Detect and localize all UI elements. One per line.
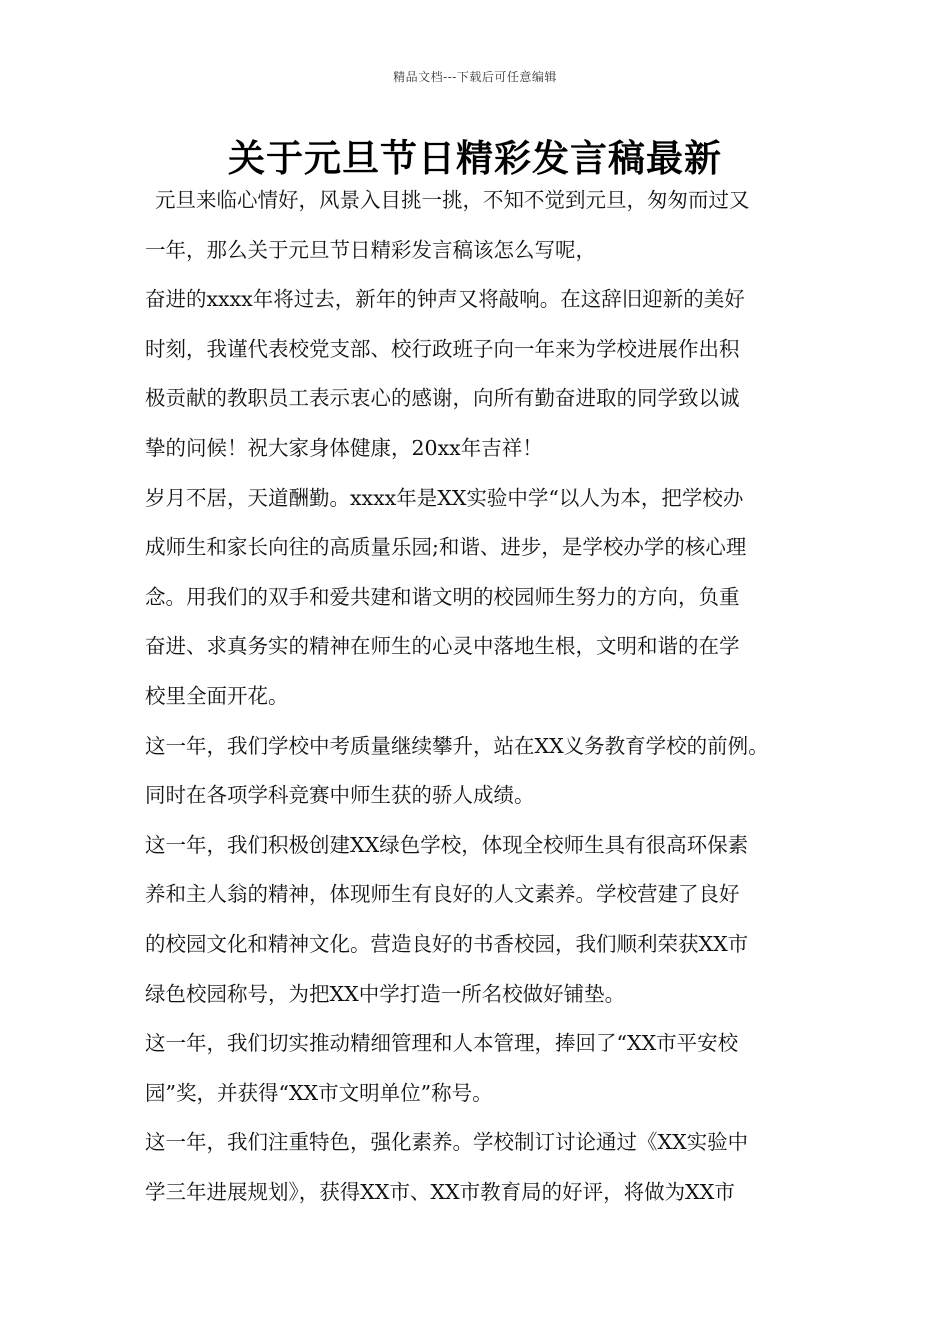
- body-line: 极贡献的教职员工表示衷心的感谢，向所有勤奋进取的同学致以诚: [145, 386, 740, 411]
- body-line: 挚的问候！祝大家身体健康，20xx年吉祥！: [145, 435, 543, 460]
- body-line: 奋进的xxxx年将过去，新年的钟声又将敲响。在这辞旧迎新的美好: [145, 287, 745, 312]
- body-line: 校里全面开花。: [145, 683, 289, 708]
- body-line: 绿色校园称号，为把XX中学打造一所名校做好铺垫。: [145, 981, 626, 1006]
- body-line: 这一年，我们切实推动精细管理和人本管理，捧回了“XX市平安校: [145, 1031, 739, 1056]
- body-line: 念。用我们的双手和爱共建和谐文明的校园师生努力的方向，负重: [145, 584, 740, 609]
- header-note: 精品文档---下载后可任意编辑: [393, 70, 557, 84]
- body-line: 学三年进展规划》，获得XX市、XX市教育局的好评，将做为XX市: [145, 1179, 735, 1204]
- body-line: 养和主人翁的精神，体现师生有良好的人文素养。学校营建了良好: [145, 882, 740, 907]
- document-title: 关于元旦节日精彩发言稿最新: [228, 137, 722, 180]
- body-line: 这一年，我们积极创建XX绿色学校，体现全校师生具有很高环保素: [145, 832, 749, 857]
- document-body: [145, 176, 825, 1217]
- body-line: 园”奖，并获得“XX市文明单位”称号。: [145, 1080, 493, 1105]
- body-line: 成师生和家长向往的高质量乐园;和谐、进步，是学校办学的核心理: [145, 535, 747, 560]
- body-line: 奋进、求真务实的精神在师生的心灵中落地生根，文明和谐的在学: [145, 634, 740, 659]
- body-line: 同时在各项学科竞赛中师生获的骄人成绩。: [145, 783, 535, 808]
- body-line: 这一年，我们学校中考质量继续攀升，站在XX义务教育学校的前例。: [145, 733, 769, 758]
- body-line: 元旦来临心情好，风景入目挑一挑，不知不觉到元旦，匆匆而过又: [155, 188, 750, 212]
- body-line: 岁月不居，天道酬勤。xxxx年是XX实验中学“以人为本，把学校办: [145, 485, 744, 510]
- body-line: 这一年，我们注重特色，强化素养。学校制订讨论通过《XX实验中: [145, 1130, 749, 1155]
- body-line: 时刻，我谨代表校党支部、校行政班子向一年来为学校进展作出积: [145, 336, 740, 361]
- body-line: 的校园文化和精神文化。营造良好的书香校园，我们顺利荣获XX市: [145, 931, 749, 956]
- body-line: 一年，那么关于元旦节日精彩发言稿该怎么写呢，: [145, 237, 596, 262]
